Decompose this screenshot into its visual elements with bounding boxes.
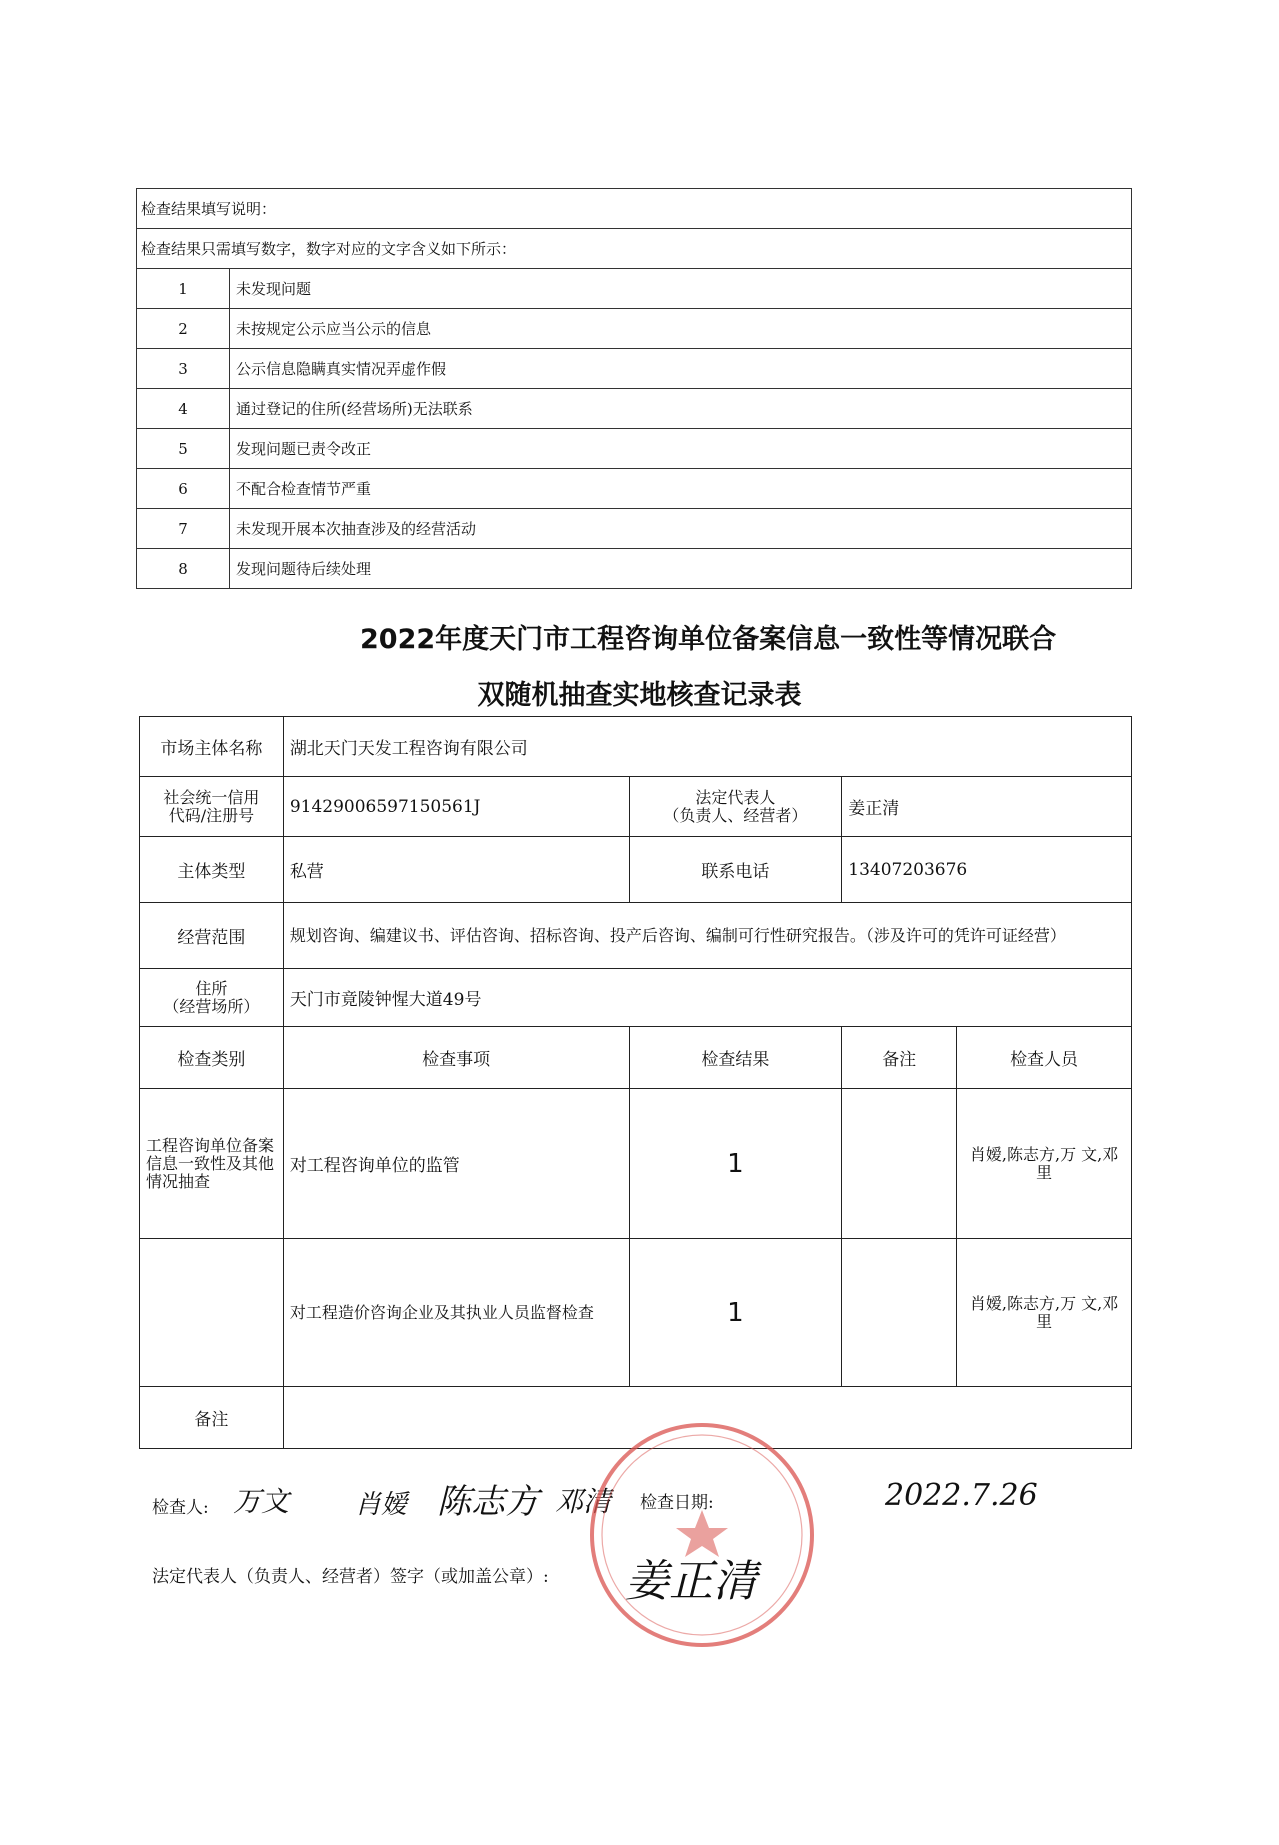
document-title-line2: 双随机抽查实地核查记录表 — [477, 680, 802, 711]
result-legend-table — [136, 188, 1132, 589]
inspection-inspectors: 肖嫒,陈志方,万 文,邓 里 — [957, 1089, 1132, 1239]
document-title-line1: 2022年度天门市工程咨询单位备案信息一致性等情况联合 — [360, 624, 1057, 655]
business-scope-value: 规划咨询、编建议书、评估咨询、招标咨询、投产后咨询、编制可行性研究报告。（涉及许可的凭许可证经营） — [283, 903, 1131, 969]
legend-row: 4 通过登记的住所(经营场所)无法联系 — [137, 389, 1132, 429]
inspection-date-value: 2022.7.26 — [885, 1478, 1038, 1513]
phone-value: 13407203676 — [842, 837, 1132, 903]
credit-code-label: 社会统一信用 代码/注册号 — [140, 777, 284, 837]
col-remark: 备注 — [842, 1027, 957, 1089]
entity-name-value: 湖北天门天发工程咨询有限公司 — [283, 717, 1131, 777]
entity-name-label: 市场主体名称 — [140, 717, 284, 777]
signature-2: 肖嫒 — [355, 1490, 408, 1520]
inspection-item: 对工程咨询单位的监管 — [283, 1089, 629, 1239]
inspection-category: 工程咨询单位备案信息一致性及其他情况抽查 — [140, 1089, 284, 1239]
inspection-category-empty — [140, 1239, 284, 1387]
inspection-item: 对工程造价咨询企业及其执业人员监督检查 — [283, 1239, 629, 1387]
inspection-date-label: 检查日期: — [640, 1493, 714, 1513]
legal-rep-value: 姜正清 — [842, 777, 1132, 837]
legend-row: 1 未发现问题 — [137, 269, 1132, 309]
entity-type-value: 私营 — [283, 837, 629, 903]
inspection-remark — [842, 1239, 957, 1387]
legend-row: 2 未按规定公示应当公示的信息 — [137, 309, 1132, 349]
entity-type-label: 主体类型 — [140, 837, 284, 903]
legend-subheader: 检查结果只需填写数字，数字对应的文字含义如下所示： — [137, 229, 1132, 269]
inspection-record-table — [139, 716, 1132, 1449]
inspection-inspectors: 肖嫒,陈志方,万 文,邓 里 — [957, 1239, 1132, 1387]
table-row — [140, 1239, 1132, 1387]
legend-row: 5 发现问题已责令改正 — [137, 429, 1132, 469]
signature-legal-rep: 姜正清 — [625, 1556, 757, 1607]
signature-1: 万文 — [233, 1485, 290, 1518]
legal-rep-sign-label: 法定代表人（负责人、经营者）签字（或加盖公章）: — [152, 1567, 549, 1587]
col-category: 检查类别 — [140, 1027, 284, 1089]
table-row — [140, 1089, 1132, 1239]
signature-4: 邓清 — [555, 1485, 612, 1518]
business-scope-label: 经营范围 — [140, 903, 284, 969]
inspector-label: 检查人: — [152, 1498, 209, 1518]
inspection-result: 1 — [629, 1089, 842, 1239]
credit-code-value: 91429006597150561J — [283, 777, 629, 837]
phone-label: 联系电话 — [629, 837, 842, 903]
company-seal-icon — [585, 1418, 820, 1653]
signature-3: 陈志方 — [437, 1482, 539, 1522]
inspection-result: 1 — [629, 1239, 842, 1387]
col-item: 检查事项 — [283, 1027, 629, 1089]
address-label: 住所 （经营场所） — [140, 969, 284, 1027]
legend-row: 6 不配合检查情节严重 — [137, 469, 1132, 509]
col-inspector: 检查人员 — [957, 1027, 1132, 1089]
col-result: 检查结果 — [629, 1027, 842, 1089]
legend-row: 7 未发现开展本次抽查涉及的经营活动 — [137, 509, 1132, 549]
address-value: 天门市竟陵钟惺大道49号 — [283, 969, 1131, 1027]
legend-row: 8 发现问题待后续处理 — [137, 549, 1132, 589]
legend-row: 3 公示信息隐瞒真实情况弄虚作假 — [137, 349, 1132, 389]
remark-label: 备注 — [140, 1387, 284, 1449]
inspection-remark — [842, 1089, 957, 1239]
legend-header: 检查结果填写说明： — [137, 189, 1132, 229]
legal-rep-label: 法定代表人 （负责人、经营者） — [629, 777, 842, 837]
